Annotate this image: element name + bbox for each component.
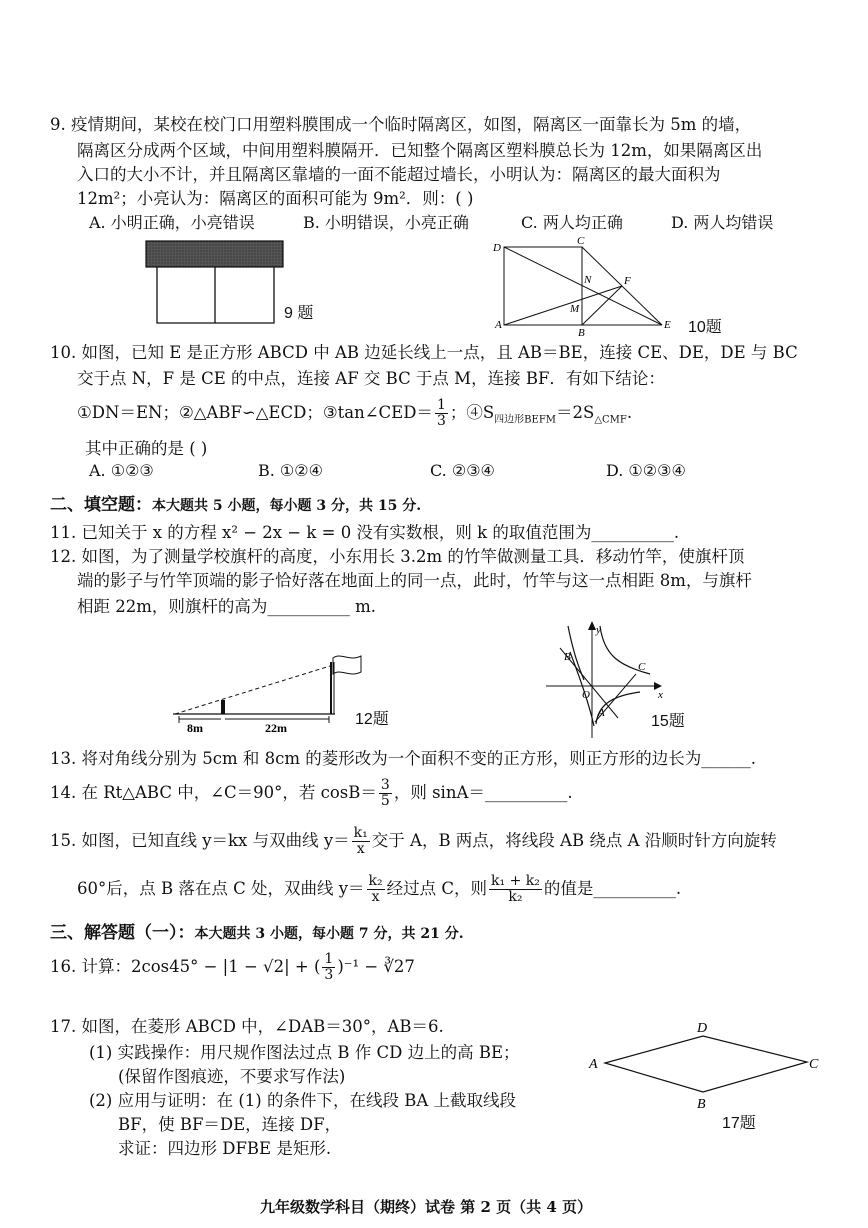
q11: 11. 已知关于 x 的方程 x² − 2x − k = 0 没有实数根，则 k 的取值范围为__________.	[50, 523, 680, 542]
section-2-heading: 二、填空题：本大题共 5 小题，每小题 3 分，共 15 分.	[50, 495, 422, 515]
q9-line4: 12m²；小亮认为：隔离区的面积可能为 9m²．则：( )	[77, 189, 474, 208]
q15-line1: 15. 如图，已知直线 y＝kx 与双曲线 y＝ $\frac{\text{k₁}}{x}$ 交于 A，B 两点，将线段 AB 绕点 A 沿顺时针方向旋转	[50, 825, 777, 857]
q17-line1: 17. 如图，在菱形 ABCD 中，∠DAB＝30°，AB＝6.	[50, 1017, 444, 1036]
q15-point-a: A	[598, 707, 605, 719]
q10-point-a: A	[495, 319, 502, 331]
q9-option-d: D. 两人均错误	[671, 213, 774, 232]
q9-figure	[140, 238, 340, 338]
q17-figure	[585, 1016, 825, 1116]
q12-length-22m: 22m	[265, 721, 287, 735]
q17-point-b: B	[697, 1097, 706, 1112]
q15-point-b: B	[564, 651, 571, 663]
q10-fraction: $\frac{1}{3}$	[436, 397, 446, 429]
q10-line2: 交于点 N，F 是 CE 的中点，连接 AF 交 BC 于点 M，连接 BF．有如下结论：	[77, 369, 665, 388]
q10-point-e: E	[664, 319, 671, 331]
q13: 13. 将对角线分别为 5cm 和 8cm 的菱形改为一个面积不变的正方形，则正方形的边长为______.	[50, 749, 756, 768]
q17-line4: (2) 应用与证明：在 (1) 的条件下，在线段 BA 上截取线段	[89, 1091, 517, 1110]
q9-line2: 隔离区分成两个区域，中间用塑料膜隔开．已知整个隔离区塑料膜总长为 12m，如果隔离区出	[77, 141, 763, 160]
q12-length-8m: 8m	[187, 721, 203, 735]
q10-option-c: C. ②③④	[430, 461, 495, 480]
q16: 16. 计算：2cos45° − |1 − √2| + ( $\frac{1}{3}$ )⁻¹ − ∛27	[50, 951, 415, 983]
q12-line2: 端的影子与竹竿顶端的影子恰好落在地面上的同一点，此时，竹竿与这一点相距 8m，与旗杆	[77, 571, 752, 590]
q17-line5: BF，使 BF＝DE，连接 DF，	[118, 1115, 342, 1134]
q10-point-n: N	[584, 274, 592, 286]
q10-figure-label: 10题	[688, 319, 722, 336]
q15-origin: O	[582, 689, 590, 701]
q10-option-d: D. ①②③④	[606, 461, 686, 480]
q10-line1: 10. 如图，已知 E 是正方形 ABCD 中 AB 边延长线上一点，且 AB＝BE，连接 CE、DE，DE 与 BC	[50, 343, 798, 362]
q10-question: 其中正确的是 ( )	[85, 439, 208, 458]
q12-figure	[165, 648, 365, 738]
q17-line3: (保留作图痕迹，不要求写作法)	[118, 1067, 346, 1086]
q12-figure-label: 12题	[355, 711, 389, 728]
section-3-heading: 三、解答题（一）：本大题共 3 小题，每小题 7 分，共 21 分.	[50, 923, 464, 943]
q10-point-m: M	[570, 303, 580, 315]
q10-option-b: B. ①②④	[258, 461, 323, 480]
q17-line6: 求证：四边形 DFBE 是矩形.	[118, 1139, 332, 1158]
q10-point-c: C	[577, 235, 585, 247]
q9-option-b: B. 小明错误，小亮正确	[303, 213, 469, 232]
q17-point-c: C	[809, 1057, 819, 1072]
q9-line1: 9. 疫情期间，某校在校门口用塑料膜围成一个临时隔离区，如图，隔离区一面靠长为 5m 的墙，	[50, 115, 752, 134]
q15-point-c: C	[638, 661, 646, 673]
q10-point-b: B	[578, 327, 585, 339]
q12-line3: 相距 22m，则旗杆的高为__________ m.	[77, 597, 377, 616]
q14: 14. 在 Rt△ABC 中，∠C＝90°，若 cosB＝ $\frac{3}{5}$ ，则 sinA＝__________.	[50, 777, 573, 809]
q17-point-d: D	[697, 1021, 708, 1036]
q15-axis-x: x	[658, 689, 663, 701]
q9-line3: 入口的大小不计，并且隔离区靠墙的一面不能超过墙长，小明认为：隔离区的最大面积为	[77, 165, 721, 184]
q10-conclusions: ①DN＝EN；②△ABF∽△ECD；③tan∠CED＝ $\frac{1}{3}$ ；$④S_{四边形BEFM}=2S_{\triangle CMF}$.	[77, 397, 633, 429]
q12-line1: 12. 如图，为了测量学校旗杆的高度，小东用长 3.2m 的竹竿做测量工具．移动竹竿，使旗杆顶	[50, 547, 745, 566]
q10-option-a: A. ①②③	[89, 461, 154, 480]
q9-option-c: C. 两人均正确	[521, 213, 623, 232]
q17-point-a: A	[589, 1057, 598, 1072]
q9-option-a: A. 小明正确，小亮错误	[89, 213, 255, 232]
q15-figure-label: 15题	[651, 713, 685, 730]
q9-figure-label: 9 题	[284, 305, 314, 322]
q10-point-f: F	[624, 275, 631, 287]
q10-point-d: D	[493, 242, 501, 254]
q17-figure-label: 17题	[722, 1115, 756, 1132]
q15-line2: 60°后，点 B 落在点 C 处，双曲线 y＝ $\frac{\text{k₂}}{x}$ 经过点 C，则 $\frac{\text{k₁ + k₂}}{\text{k₂}}$ 的值是__________.	[77, 873, 682, 905]
q17-line2: (1) 实践操作：用尺规作图法过点 B 作 CD 边上的高 BE；	[89, 1043, 520, 1062]
q15-axis-y: y	[596, 624, 601, 636]
page-footer: 九年级数学科目（期终）试卷 第 2 页（共 4 页）	[260, 1198, 592, 1216]
